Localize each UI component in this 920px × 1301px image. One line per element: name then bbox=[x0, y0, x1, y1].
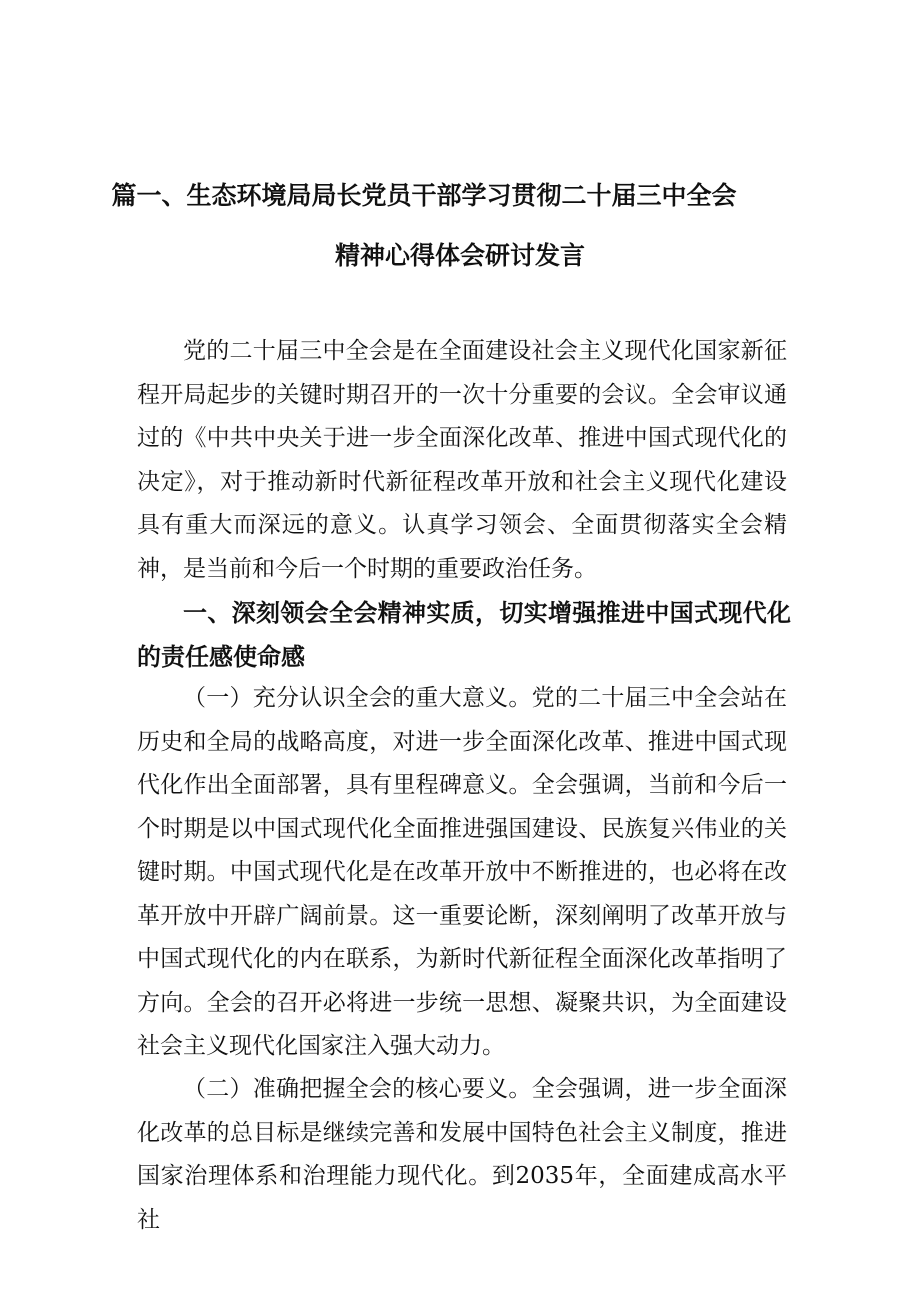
paragraph-text: （二）准确把握全会的核心要义。全会强调，进一步全面深化改革的总目标是继续完善和发展中国特色社会主义制度，推进国家治理体系和治理能力现代化。到2035年，全面建成高水平社 bbox=[137, 1076, 787, 1233]
document-title-line-2: 精神心得体会研讨发言 bbox=[334, 241, 585, 270]
section-heading-1: 一、深刻领会全会精神实质，切实增强推进中国式现代化的责任感使命感 bbox=[137, 599, 791, 671]
document-title-line-1: 篇一、生态环境局局长党员干部学习贯彻二十届三中全会 bbox=[111, 181, 737, 210]
paragraph-intro bbox=[137, 330, 787, 591]
paragraph-section-1-1 bbox=[137, 677, 787, 1069]
paragraph-text: 党的二十届三中全会是在全面建设社会主义现代化国家新征程开局起步的关键时期召开的一次十分重要的会议。全会审议通过的《中共中央关于进一步全面深化改革、推进中国式现代化的决定》，对于推动新时代新征程改革开放和社会主义现代化建设具有重大而深远的意义。认真学习领会、全面贯彻落实全会精神，是当前和今后一个时期的重要政治任务。 bbox=[137, 338, 787, 582]
paragraph-section-1-2 bbox=[137, 1068, 787, 1242]
paragraph-text: （一）充分认识全会的重大意义。党的二十届三中全会站在历史和全局的战略高度，对进一步全面深化改革、推进中国式现代化作出全面部署，具有里程碑意义。全会强调，当前和今后一个时期是以中国式现代化全面推进强国建设、民族复兴伟业的关键时期。中国式现代化是在改革开放中不断推进的，也必将在改革开放中开辟广阔前景。这一重要论断，深刻阐明了改革开放与中国式现代化的内在联系，为新时代新征程全面深化改革指明了方向。全会的召开必将进一步统一思想、凝聚共识，为全面建设社会主义现代化国家注入强大动力。 bbox=[137, 685, 787, 1059]
